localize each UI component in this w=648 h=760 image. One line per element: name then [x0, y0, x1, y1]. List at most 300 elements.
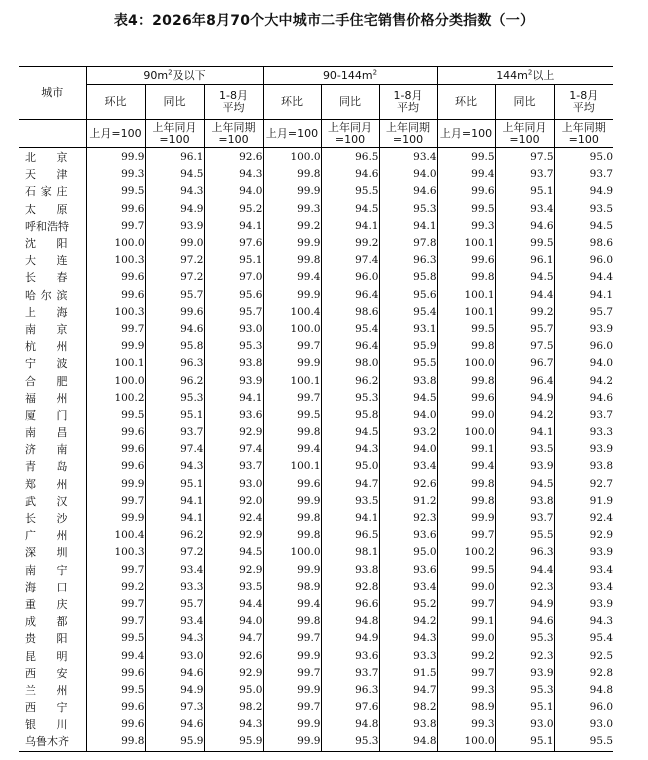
table-row — [19, 647, 613, 664]
city-name: 南宁 — [19, 562, 86, 579]
index-value: 93.2 — [379, 424, 437, 441]
index-value: 99.6 — [145, 304, 204, 321]
index-value: 94.9 — [589, 185, 614, 198]
index-value: 93.1 — [379, 321, 437, 338]
index-value: 100.3 — [86, 304, 145, 321]
table-row — [19, 304, 613, 321]
index-value: 94.3 — [145, 458, 204, 475]
table-row — [19, 407, 613, 424]
index-value: 96.7 — [495, 355, 554, 372]
index-value: 95.3 — [321, 733, 379, 751]
table-title: 表4：2026年8月70个大中城市二手住宅销售价格分类指数（一） — [113, 13, 535, 29]
index-value: 94.9 — [495, 390, 554, 407]
index-value: 93.3 — [589, 426, 614, 439]
table-row — [19, 665, 613, 682]
index-value: 95.4 — [379, 304, 437, 321]
index-value: 99.4 — [437, 458, 495, 475]
index-value: 91.2 — [379, 493, 437, 510]
index-value: 99.3 — [86, 166, 145, 183]
index-value: 100.2 — [86, 390, 145, 407]
city-name: 太原 — [19, 201, 86, 218]
city-name: 天津 — [19, 166, 86, 183]
index-value: 99.2 — [263, 218, 321, 235]
index-value: 94.8 — [321, 613, 379, 630]
index-value: 99.7 — [86, 613, 145, 630]
index-value: 99.0 — [437, 630, 495, 647]
index-value: 96.0 — [589, 254, 614, 267]
index-value: 92.0 — [204, 493, 263, 510]
city-name: 海口 — [19, 579, 86, 596]
index-value: 94.6 — [145, 321, 204, 338]
table-row — [19, 493, 613, 510]
index-value: 99.6 — [86, 424, 145, 441]
index-value: 96.3 — [321, 682, 379, 699]
city-name: 长春 — [19, 269, 86, 286]
index-value: 92.9 — [204, 527, 263, 544]
index-value: 92.9 — [204, 424, 263, 441]
index-value: 93.4 — [379, 148, 437, 167]
city-name: 南昌 — [19, 424, 86, 441]
index-value: 94.5 — [379, 390, 437, 407]
index-value: 94.1 — [321, 218, 379, 235]
index-value: 96.3 — [379, 252, 437, 269]
index-value: 94.1 — [204, 390, 263, 407]
index-value: 99.7 — [263, 665, 321, 682]
city-name: 贵阳 — [19, 630, 86, 647]
index-value: 100.1 — [263, 372, 321, 389]
index-value: 95.3 — [495, 630, 554, 647]
table-row — [19, 682, 613, 699]
index-value: 95.6 — [204, 287, 263, 304]
index-value: 93.4 — [145, 613, 204, 630]
city-name: 深圳 — [19, 544, 86, 561]
index-value: 95.7 — [495, 321, 554, 338]
index-value: 100.1 — [437, 235, 495, 252]
city-name: 宁波 — [19, 355, 86, 372]
index-value: 97.6 — [321, 699, 379, 716]
index-value: 94.5 — [204, 544, 263, 561]
index-value: 99.8 — [437, 269, 495, 286]
table-row — [19, 269, 613, 286]
index-value: 93.4 — [589, 580, 614, 593]
index-value: 99.6 — [437, 390, 495, 407]
index-value: 95.8 — [145, 338, 204, 355]
base-empty-cell — [19, 120, 86, 148]
index-value: 100.1 — [437, 287, 495, 304]
index-value: 99.8 — [437, 372, 495, 389]
index-value: 95.7 — [204, 304, 263, 321]
index-value: 93.8 — [321, 562, 379, 579]
city-name: 杭州 — [19, 338, 86, 355]
index-value: 98.2 — [204, 699, 263, 716]
index-value: 95.2 — [379, 596, 437, 613]
index-value: 94.9 — [495, 596, 554, 613]
index-value: 99.6 — [86, 269, 145, 286]
index-value: 99.5 — [437, 562, 495, 579]
index-value: 96.4 — [321, 287, 379, 304]
index-value: 100.0 — [86, 235, 145, 252]
index-value: 96.1 — [145, 148, 204, 167]
table-row — [19, 287, 613, 304]
table-row — [19, 201, 613, 218]
table-row — [19, 716, 613, 733]
index-value: 94.3 — [379, 630, 437, 647]
index-value: 94.5 — [495, 269, 554, 286]
index-value: 95.2 — [204, 201, 263, 218]
index-value: 92.3 — [495, 647, 554, 664]
index-value: 99.7 — [437, 527, 495, 544]
index-value: 95.7 — [589, 305, 614, 318]
index-value: 94.3 — [321, 441, 379, 458]
index-value: 99.6 — [437, 183, 495, 200]
index-value: 93.8 — [495, 493, 554, 510]
base-header: 上年同期 =100 — [379, 120, 437, 148]
index-value: 99.8 — [263, 424, 321, 441]
index-value: 94.3 — [589, 615, 614, 628]
city-name: 北京 — [19, 148, 86, 167]
index-value: 95.6 — [379, 287, 437, 304]
index-value: 94.5 — [495, 476, 554, 493]
index-value: 95.9 — [204, 733, 263, 751]
index-value: 99.4 — [86, 647, 145, 664]
index-value: 94.4 — [495, 287, 554, 304]
group-header-medium: $90-144m^2$ — [263, 67, 437, 85]
city-name: 西安 — [19, 665, 86, 682]
index-value: 94.7 — [379, 682, 437, 699]
index-value: 99.5 — [263, 407, 321, 424]
table-row — [19, 390, 613, 407]
index-value: 99.9 — [86, 510, 145, 527]
index-value: 99.5 — [86, 183, 145, 200]
index-value: 93.9 — [145, 218, 204, 235]
index-value: 94.6 — [379, 183, 437, 200]
index-value: 99.6 — [86, 699, 145, 716]
index-value: 94.0 — [204, 613, 263, 630]
index-value: 100.1 — [86, 355, 145, 372]
index-value: 99.6 — [263, 476, 321, 493]
index-value: 91.5 — [379, 665, 437, 682]
index-value: 99.8 — [263, 166, 321, 183]
index-value: 92.6 — [204, 148, 263, 167]
city-name: 兰州 — [19, 682, 86, 699]
index-value: 94.1 — [589, 288, 614, 301]
base-header: 上月=100 — [437, 120, 495, 148]
index-value: 94.2 — [495, 407, 554, 424]
city-name: 石家庄 — [19, 183, 86, 200]
base-header: 上年同月 =100 — [145, 120, 204, 148]
index-value: 96.0 — [589, 701, 614, 714]
index-value: 99.9 — [263, 682, 321, 699]
index-value: 93.6 — [379, 527, 437, 544]
index-value: 99.1 — [437, 441, 495, 458]
index-value: 93.9 — [589, 597, 614, 610]
index-value: 94.6 — [495, 218, 554, 235]
index-value: 93.9 — [495, 458, 554, 475]
index-value: 99.7 — [263, 630, 321, 647]
index-value: 94.0 — [379, 441, 437, 458]
index-value: 99.2 — [321, 235, 379, 252]
index-value: 94.1 — [145, 493, 204, 510]
index-value: 96.0 — [589, 340, 614, 353]
index-value: 95.7 — [145, 287, 204, 304]
table-row — [19, 218, 613, 235]
index-value: 97.8 — [379, 235, 437, 252]
base-header: 上年同月 =100 — [321, 120, 379, 148]
table-row — [19, 252, 613, 269]
index-value: 99.2 — [86, 579, 145, 596]
index-value: 95.4 — [589, 632, 614, 645]
city-header: 城市 — [19, 67, 86, 120]
index-value: 92.9 — [589, 529, 614, 542]
index-value: 99.4 — [263, 441, 321, 458]
index-value: 96.2 — [145, 527, 204, 544]
index-value: 98.1 — [321, 544, 379, 561]
city-name: 青岛 — [19, 458, 86, 475]
index-value: 99.8 — [86, 733, 145, 751]
index-value: 92.8 — [589, 666, 614, 679]
table-row — [19, 148, 613, 167]
index-value: 99.7 — [437, 665, 495, 682]
table-row — [19, 613, 613, 630]
index-value: 93.0 — [589, 718, 614, 731]
index-value: 94.9 — [145, 201, 204, 218]
index-value: 94.8 — [379, 733, 437, 751]
table-row — [19, 355, 613, 372]
index-value: 99.5 — [495, 235, 554, 252]
index-value: 94.1 — [495, 424, 554, 441]
index-value: 99.7 — [86, 218, 145, 235]
index-value: 99.4 — [263, 269, 321, 286]
index-value: 92.8 — [321, 579, 379, 596]
index-value: 93.5 — [321, 493, 379, 510]
index-value: 93.4 — [145, 562, 204, 579]
index-value: 93.9 — [589, 443, 614, 456]
header-row-base — [19, 120, 613, 148]
index-value: 96.3 — [145, 355, 204, 372]
index-value: 98.6 — [321, 304, 379, 321]
index-value: 94.6 — [145, 665, 204, 682]
index-value: 94.3 — [145, 630, 204, 647]
index-value: 100.1 — [437, 304, 495, 321]
table-row — [19, 183, 613, 200]
index-value: 93.7 — [145, 424, 204, 441]
city-name: 成都 — [19, 613, 86, 630]
index-value: 99.7 — [86, 493, 145, 510]
index-value: 93.9 — [204, 372, 263, 389]
city-name: 福州 — [19, 390, 86, 407]
index-value: 94.4 — [495, 562, 554, 579]
index-value: 94.0 — [589, 357, 614, 370]
index-value: 97.2 — [145, 544, 204, 561]
index-value: 97.5 — [495, 338, 554, 355]
index-value: 95.3 — [321, 390, 379, 407]
index-value: 93.5 — [589, 202, 614, 215]
index-value: 99.5 — [86, 407, 145, 424]
index-value: 95.0 — [204, 682, 263, 699]
index-value: 94.7 — [204, 630, 263, 647]
index-value: 99.9 — [263, 647, 321, 664]
index-value: 95.1 — [495, 733, 554, 751]
index-value: 99.2 — [495, 304, 554, 321]
metric-header: 环比 — [263, 85, 321, 120]
table-row — [19, 596, 613, 613]
header-row-groups — [19, 67, 613, 85]
index-value: 100.0 — [263, 148, 321, 167]
index-value: 95.8 — [321, 407, 379, 424]
index-value: 100.3 — [86, 544, 145, 561]
metric-header: 1-8月 平均 — [204, 85, 263, 120]
city-name: 长沙 — [19, 510, 86, 527]
index-value: 95.5 — [495, 527, 554, 544]
index-value: 92.5 — [589, 649, 614, 662]
index-value: 99.1 — [437, 613, 495, 630]
index-value: 97.6 — [204, 235, 263, 252]
index-value: 99.6 — [86, 441, 145, 458]
city-name: 上海 — [19, 304, 86, 321]
index-value: 99.7 — [86, 562, 145, 579]
index-value: 96.5 — [321, 148, 379, 167]
index-value: 99.0 — [145, 235, 204, 252]
index-value: 99.3 — [437, 682, 495, 699]
index-value: 94.3 — [204, 716, 263, 733]
index-value: 99.9 — [263, 183, 321, 200]
index-value: 95.0 — [379, 544, 437, 561]
metric-header: 同比 — [495, 85, 554, 120]
index-value: 100.1 — [263, 458, 321, 475]
city-name: 哈尔滨 — [19, 287, 86, 304]
index-value: 92.4 — [204, 510, 263, 527]
index-value: 95.1 — [145, 476, 204, 493]
table-row — [19, 630, 613, 647]
index-value: 94.8 — [321, 716, 379, 733]
index-value: 94.2 — [379, 613, 437, 630]
index-value: 99.8 — [263, 527, 321, 544]
index-value: 96.3 — [495, 544, 554, 561]
city-name: 银川 — [19, 716, 86, 733]
index-value: 94.3 — [145, 183, 204, 200]
index-value: 93.5 — [204, 579, 263, 596]
index-value: 97.4 — [204, 441, 263, 458]
index-value: 95.7 — [145, 596, 204, 613]
index-value: 99.5 — [86, 630, 145, 647]
index-value: 94.6 — [589, 391, 614, 404]
index-value: 92.7 — [589, 477, 614, 490]
table-row — [19, 527, 613, 544]
index-value: 93.0 — [145, 647, 204, 664]
index-value: 97.2 — [145, 252, 204, 269]
index-value: 99.7 — [263, 390, 321, 407]
index-value: 95.4 — [321, 321, 379, 338]
index-value: 95.3 — [145, 390, 204, 407]
index-value: 96.1 — [495, 252, 554, 269]
index-value: 94.4 — [204, 596, 263, 613]
index-value: 99.8 — [263, 510, 321, 527]
index-value: 99.9 — [263, 287, 321, 304]
index-value: 93.9 — [495, 665, 554, 682]
group-header-small: $90m^2$及以下 — [86, 67, 263, 85]
index-value: 94.6 — [495, 613, 554, 630]
index-value: 99.7 — [86, 321, 145, 338]
index-value: 93.0 — [204, 476, 263, 493]
index-value: 93.3 — [145, 579, 204, 596]
index-value: 93.4 — [379, 458, 437, 475]
index-value: 95.3 — [495, 682, 554, 699]
index-value: 99.6 — [86, 665, 145, 682]
index-value: 99.8 — [263, 252, 321, 269]
index-value: 99.4 — [437, 166, 495, 183]
index-value: 99.9 — [263, 493, 321, 510]
index-value: 93.8 — [379, 716, 437, 733]
base-header: 上月=100 — [263, 120, 321, 148]
index-value: 100.0 — [437, 355, 495, 372]
table-row — [19, 544, 613, 561]
table-row — [19, 441, 613, 458]
index-value: 92.6 — [204, 647, 263, 664]
index-value: 98.2 — [379, 699, 437, 716]
index-value: 94.1 — [379, 218, 437, 235]
metric-header: 同比 — [321, 85, 379, 120]
index-value: 99.7 — [263, 699, 321, 716]
header-row-metrics — [19, 85, 613, 120]
index-value: 100.0 — [437, 424, 495, 441]
index-value: 95.1 — [495, 699, 554, 716]
index-value: 99.5 — [86, 682, 145, 699]
index-value: 94.0 — [379, 166, 437, 183]
index-value: 94.1 — [145, 510, 204, 527]
city-name: 厦门 — [19, 407, 86, 424]
index-value: 94.9 — [145, 682, 204, 699]
base-header: 上年同期 =100 — [204, 120, 263, 148]
index-value: 95.3 — [204, 338, 263, 355]
index-value: 99.6 — [86, 201, 145, 218]
table-row — [19, 235, 613, 252]
index-value: 92.9 — [204, 665, 263, 682]
table-row — [19, 510, 613, 527]
index-value: 94.9 — [321, 630, 379, 647]
index-value: 94.1 — [204, 218, 263, 235]
table-row — [19, 579, 613, 596]
index-value: 93.0 — [495, 716, 554, 733]
index-value: 100.3 — [86, 252, 145, 269]
index-value: 95.5 — [379, 355, 437, 372]
index-value: 99.9 — [86, 476, 145, 493]
index-value: 95.0 — [321, 458, 379, 475]
index-value: 93.9 — [589, 322, 614, 335]
index-value: 99.9 — [263, 562, 321, 579]
metric-header: 1-8月 平均 — [379, 85, 437, 120]
table-row — [19, 458, 613, 475]
table-row — [19, 166, 613, 183]
index-value: 99.5 — [437, 321, 495, 338]
index-value: 93.7 — [495, 166, 554, 183]
index-value: 99.0 — [437, 579, 495, 596]
index-value: 95.5 — [321, 183, 379, 200]
index-value: 100.2 — [437, 544, 495, 561]
index-value: 94.5 — [145, 166, 204, 183]
index-value: 93.3 — [379, 647, 437, 664]
index-value: 93.8 — [589, 460, 614, 473]
index-value: 96.0 — [321, 269, 379, 286]
index-value: 99.9 — [86, 338, 145, 355]
index-value: 93.8 — [204, 355, 263, 372]
index-value: 93.4 — [379, 579, 437, 596]
index-value: 95.1 — [145, 407, 204, 424]
index-value: 94.4 — [589, 271, 614, 284]
index-value: 97.5 — [495, 148, 554, 167]
index-value: 99.7 — [263, 338, 321, 355]
city-name: 乌鲁木齐 — [19, 733, 86, 751]
city-name: 昆明 — [19, 647, 86, 664]
